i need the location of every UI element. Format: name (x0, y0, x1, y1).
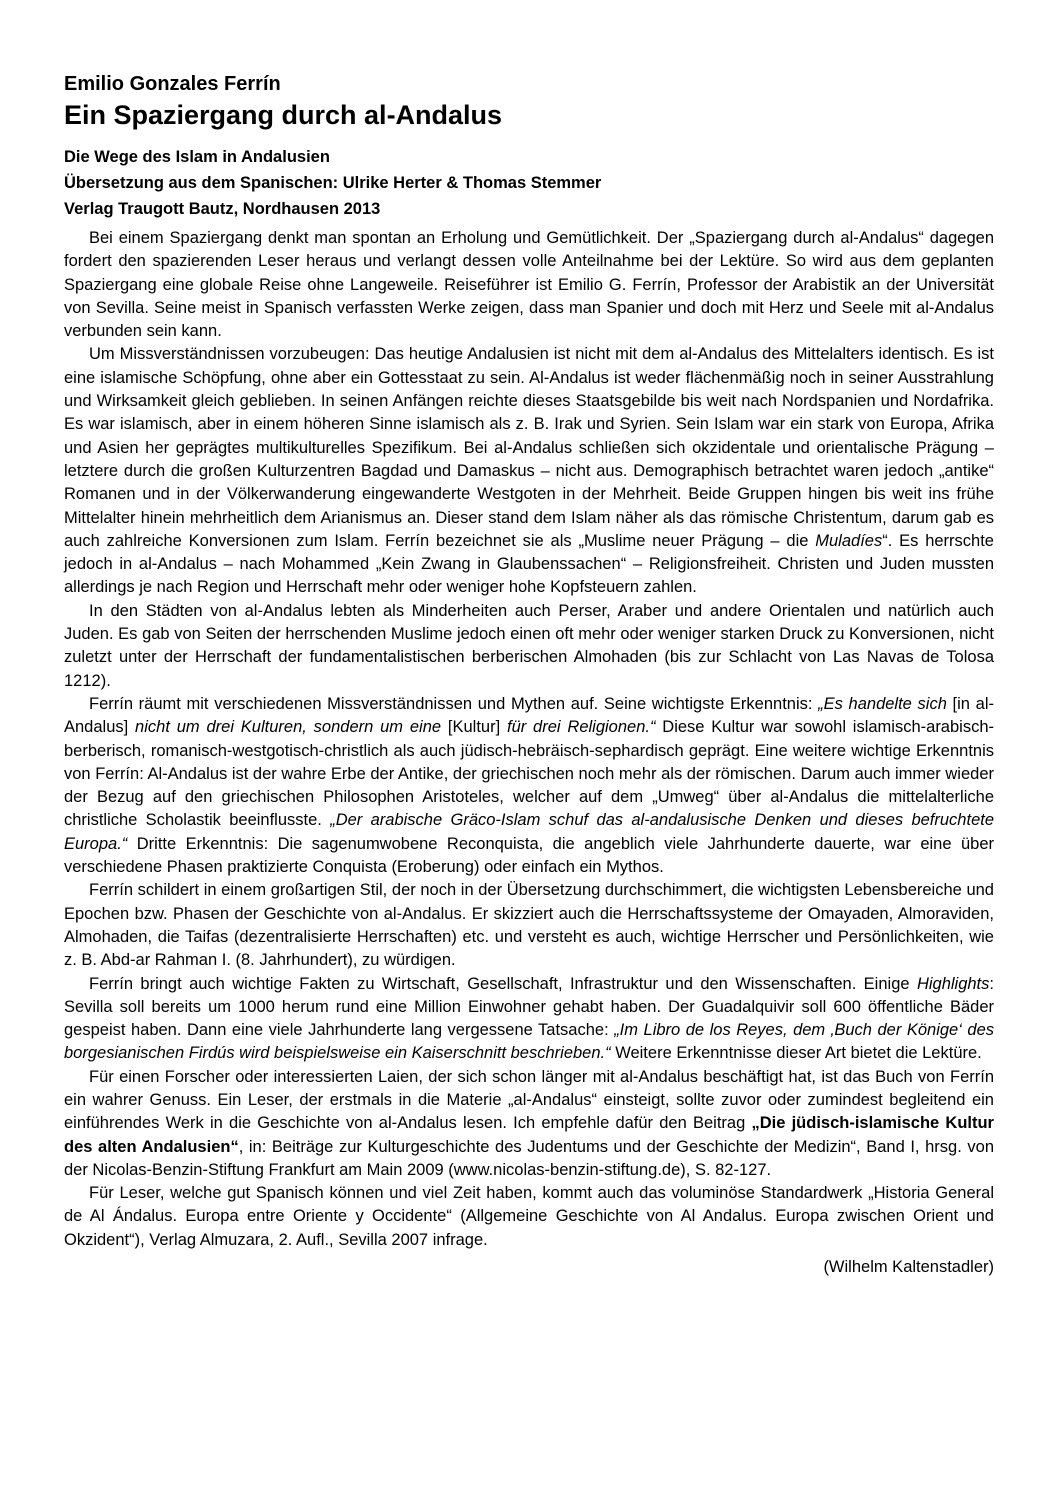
paragraph-1: Bei einem Spaziergang denkt man spontan an Erholung und Gemütlichkeit. Der „Spaziergang durch al-Andalus“ dagegen fordert den spazierenden Leser heraus und verlangt dessen volle Anteilnahme bei der Lektüre. So wird aus dem geplanten Spaziergang eine globale Reise ohne Langeweile. Reiseführer ist Emilio G. Ferrín, Professor der Arabistik an der Universität von Sevilla. Seine meist in Spanisch verfassten Werke zeigen, dass man Spanier und doch mit Herz und Seele mit al-Andalus verbunden sein kann. (64, 229, 994, 341)
paragraph-7-recommended-title: „Die jüdisch-islamische Kultur des alten Andalusien“ (64, 1114, 994, 1156)
paragraph-4-quote-h: „Der arabische Gräco-Islam schuf das al-andalusische Denken und dieses befruchtete Europa.“ (64, 811, 995, 853)
paragraph-4-quote-f: für drei Religionen.“ (506, 718, 656, 737)
paragraph-5: Ferrín schildert in einem großartigen Stil, der noch in der Übersetzung durchschimmert, die wichtigsten Lebensbereiche und Epochen bzw. Phasen der Geschichte von al-Andalus. Er skizziert auch die Herrschaftssysteme der Omayaden, Almoraviden, Almohaden, die Taifas (dezentralisierte Herrschaften) etc. und versteht es auch, wichtige Herrscher und Persönlichkeiten, wie z. B. Abd-ar Rahman I. (8. Jahrhundert), zu würdigen. (64, 881, 994, 970)
paragraph-7 (64, 1066, 994, 1182)
paragraph-6-text-a: Ferrín bringt auch wichtige Fakten zu Wirtschaft, Gesellschaft, Infrastruktur und den Wissenschaften. Einige (89, 974, 917, 993)
paragraph-4-text-a: Ferrín räumt mit verschiedenen Missverständnissen und Mythen auf. Seine wichtigste Erkenntnis: (89, 694, 819, 713)
book-subtitle: Die Wege des Islam in Andalusien (64, 148, 330, 166)
paragraph-8: Für Leser, welche gut Spanisch können und viel Zeit haben, kommt auch das voluminöse Standardwerk „Historia General de Al Ándalus. Europa entre Oriente y Occidente“ (Allgemeine Geschichte von Al Andalus. Europa zwischen Orient und Okzident“), Verlag Almuzara, 2. Aufl., Sevilla 2007 infrage. (64, 1184, 994, 1249)
review-body (64, 227, 994, 1252)
paragraph-6-text-c: : Sevilla soll bereits um 1000 herum rund eine Million Einwohner gehabt haben. Der Guadalquivir soll 600 öffentliche Bäder gespeist haben. Dann eine viele Jahrhunderte lang vergessene Tatsache: (64, 974, 994, 1040)
paragraph-2-text-c: “. Es herrschte jedoch in al-Andalus – nach Mohammed „Kein Zwang in Glaubenssachen“ – Religionsfreiheit. Christen und Juden mussten allerdings je nach Region und Herrschaft mehr oder weniger hohe Kopfsteuern zahlen. (64, 531, 994, 597)
paragraph-3: In den Städten von al-Andalus lebten als Minderheiten auch Perser, Araber und andere Orientalen und natürlich auch Juden. Es gab von Seiten der herrschenden Muslime jedoch einen oft mehr oder weniger starken Druck zu Konversionen, nicht zuletzt unter der Herrschaft der fundamentalistischen berberischen Almohaden (bis zur Schlacht von Las Navas de Tolosa 1212). (64, 601, 994, 690)
publisher-info: Verlag Traugott Bautz, Nordhausen 2013 (64, 200, 381, 218)
book-title: Ein Spaziergang durch al-Andalus (64, 100, 503, 130)
paragraph-4-quote-b: „Es handelte sich (818, 694, 947, 713)
paragraph-6-term-highlights: Highlights (916, 974, 990, 993)
translation-credit: Übersetzung aus dem Spanischen: Ulrike Herter & Thomas Stemmer (64, 174, 602, 192)
paragraph-4-quote-d: nicht um drei Kulturen, sondern um eine (135, 718, 442, 737)
paragraph-6 (64, 973, 994, 1066)
paragraph-6-quote-d: „Im Libro de los Reyes, dem ‚Buch der Könige‘ des borgesianischen Firdús wird beispielsweise ein Kaiserschnitt beschrieben.“ (64, 1021, 994, 1063)
paragraph-2-text-a: Um Missverständnissen vorzubeugen: Das heutige Andalusien ist nicht mit dem al-Andalus des Mittelalters identisch. Es ist eine islamische Schöpfung, ohne aber ein Gottesstaat zu sein. Al-Andalus ist weder flächenmäßig noch in seiner Ausstrahlung und Wirksamkeit gleich geblieben. In seinen Anfängen reichte dieses Staatsgebilde bis weit nach Nordspanien und Nordafrika. Es war islamisch, aber in einem höheren Sinne islamisch als z. B. Irak und Syrien. Sein Islam war ein stark von Europa, Afrika und Asien her geprägtes multikulturelles Spezifikum. Bei al-Andalus schließen sich okzidentale und orientalische Prägung – letztere durch die großen Kulturzentren Bagdad und Damaskus – nicht aus. Demographisch betrachtet waren jedoch „antike“ Romanen und in der Völkerwanderung eingewanderte Westgoten in der Mehrheit. Beide Gruppen hingen bis weit ins frühe Mittelalter hinein mehrheitlich dem Arianismus an. Dieser stand dem Islam näher als das römische Christentum, darum gab es auch zahlreiche Konversionen zum Islam. Ferrín bezeichnet sie als „Muslime neuer Prägung – die (64, 345, 994, 550)
paragraph-2 (64, 343, 994, 599)
paragraph-7-text-c: , in: Beiträge zur Kulturgeschichte des Judentums und der Geschichte der Medizin“, Band I, hrsg. von der Nicolas-Benzin-Stiftung Frankfurt am Main 2009 (www.nicolas-benzin-stiftung.de), S. 82-127. (64, 1137, 994, 1179)
paragraph-7-text-a: Für einen Forscher oder interessierten Laien, der sich schon länger mit al-Andalus beschäftigt hat, ist das Buch von Ferrín ein wahrer Genuss. Ein Leser, der erstmals in die Materie „al-Andalus“ einsteigt, sollte zuvor oder zumindest begleitend ein einführendes Werk in die Geschichte von al-Andalus lesen. Ich empfehle dafür den Beitrag (64, 1067, 994, 1133)
book-author: Emilio Gonzales Ferrín (64, 73, 281, 95)
paragraph-4-text-g: Diese Kultur war sowohl islamisch-arabisch-berberisch, romanisch-westgotisch-christlich als auch jüdisch-hebräisch-sephardisch geprägt. Eine weitere wichtige Erkenntnis von Ferrín: Al-Andalus ist der wahre Erbe der Antike, der griechischen noch mehr als der römischen. Darum auch immer wieder der Bezug auf den griechischen Philosophen Aristoteles, welcher auf dem „Umweg“ über al-Andalus die mittelalterliche christliche Scholastik beeinflusste. (64, 718, 995, 830)
paragraph-6-text-e: Weitere Erkenntnisse dieser Art bietet die Lektüre. (610, 1044, 982, 1063)
review-document (64, 70, 994, 1279)
paragraph-4-text-c: [in al-Andalus] (64, 694, 994, 737)
paragraph-4-text-i: Dritte Erkenntnis: Die sagenumwobene Reconquista, die angeblich viele Jahrhunderte dauerte, war eine über verschiedene Phasen praktizierte Conquista (Eroberung) oder einfach ein Mythos. (64, 834, 994, 877)
paragraph-4-text-e: [Kultur] (441, 718, 507, 737)
paragraph-2-term-muladies: Muladíes (815, 531, 883, 550)
paragraph-4 (64, 693, 994, 879)
reviewer-signature: (Wilhelm Kaltenstadler) (823, 1258, 994, 1277)
